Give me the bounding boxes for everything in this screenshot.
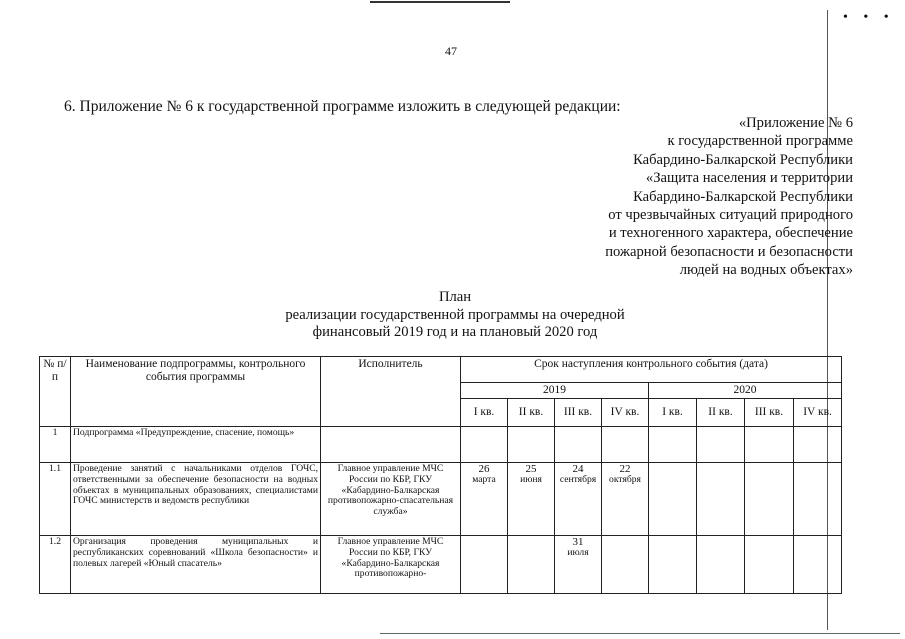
event-month: октября (609, 473, 641, 485)
row-quarter-cell (602, 536, 649, 594)
row-quarter-cell (794, 536, 842, 594)
table-row (40, 536, 842, 594)
row-quarter-cell (602, 427, 649, 463)
row-quarter-cell (555, 536, 602, 594)
header-quarter: IV кв. (602, 399, 649, 427)
row-quarter-cell (555, 463, 602, 536)
row-quarter-cell (461, 427, 508, 463)
row-quarter-cell (649, 463, 697, 536)
event-day: 31 (572, 536, 584, 548)
row-quarter-cell (649, 536, 697, 594)
row-quarter-cell (794, 463, 842, 536)
scan-edge-top (370, 0, 510, 3)
appendix-line: людей на водных объектах» (679, 262, 853, 279)
event-month: июля (567, 546, 589, 558)
row-quarter-cell (745, 427, 794, 463)
row-name: Организация проведения муниципальных и республиканских соревнований «Школа безопасности» и полевых лагерей «Юный спасатель» (71, 536, 321, 594)
appendix-line: «Защита населения и территории (645, 170, 853, 187)
row-executor: Главное управление МЧС России по КБР, ГКУ «Кабардино-Балкарская противопожарно- (321, 536, 461, 594)
row-executor: Главное управление МЧС России по КБР, ГКУ «Кабардино-Балкарская противопожарно-спасательная служба» (321, 463, 461, 536)
appendix-line: от чрезвычайных ситуаций природного (608, 207, 853, 224)
header-quarter: IV кв. (794, 399, 842, 427)
appendix-line: Кабардино-Балкарской Республики (633, 151, 853, 168)
scan-edge-bottom (380, 633, 900, 636)
event-month: сентября (559, 473, 597, 485)
row-num: 1.2 (40, 536, 71, 594)
header-quarter: III кв. (745, 399, 794, 427)
appendix-line: и техногенного характера, обеспечение (608, 225, 853, 242)
row-quarter-cell (745, 463, 794, 536)
row-quarter-cell (697, 536, 745, 594)
appendix-header (605, 114, 853, 280)
row-quarter-cell (461, 536, 508, 594)
event-day: 22 (619, 463, 631, 475)
row-name: Подпрограмма «Предупреждение, спасение, помощь» (71, 427, 321, 463)
event-month: марта (472, 473, 496, 485)
appendix-line: «Приложение № 6 (738, 115, 853, 131)
row-name: Проведение занятий с начальниками отделов ГОЧС, ответственными за обеспечение безопасности на водных объектах в муниципальных образованиях, специалистами ГОЧС министерств и ведомств республики (71, 463, 321, 536)
event-day: 24 (572, 463, 584, 475)
row-quarter-cell (745, 536, 794, 594)
header-deadline: Срок наступления контрольного события (дата) (461, 357, 842, 383)
row-quarter-cell (508, 427, 555, 463)
row-quarter-cell (555, 427, 602, 463)
header-year-2019: 2019 (461, 383, 649, 399)
row-num: 1 (40, 427, 71, 463)
header-quarter: II кв. (697, 399, 745, 427)
header-num: № п/п (40, 357, 71, 427)
event-day: 26 (478, 463, 490, 475)
event-day: 25 (525, 463, 537, 475)
appendix-line: к государственной программе (667, 133, 853, 150)
appendix-line: Кабардино-Балкарской Республики (633, 188, 853, 205)
header-quarter: II кв. (508, 399, 555, 427)
header-name: Наименование подпрограммы, контрольного события программы (71, 357, 321, 427)
plan-title (270, 289, 640, 342)
table-row (40, 427, 842, 463)
header-year-2020: 2020 (649, 383, 842, 399)
header-quarter: I кв. (461, 399, 508, 427)
appendix-line: пожарной безопасности и безопасности (605, 243, 853, 260)
header-quarter: III кв. (555, 399, 602, 427)
row-quarter-cell (508, 463, 555, 536)
row-quarter-cell (602, 463, 649, 536)
event-month: июня (520, 473, 542, 485)
row-num: 1.1 (40, 463, 71, 536)
plan-title-line: План (438, 289, 472, 305)
row-quarter-cell (508, 536, 555, 594)
row-quarter-cell (794, 427, 842, 463)
row-quarter-cell (461, 463, 508, 536)
scan-marks: • • • (843, 10, 895, 25)
plan-table (39, 356, 842, 594)
header-quarter: I кв. (649, 399, 697, 427)
plan-title-line: финансовый 2019 год и на плановый 2020 год (312, 324, 598, 340)
row-quarter-cell (697, 463, 745, 536)
header-executor: Исполнитель (321, 357, 461, 427)
page-number: 47 (445, 44, 457, 58)
table-row (40, 463, 842, 536)
plan-title-line: реализации государственной программы на очередной (285, 306, 625, 323)
row-quarter-cell (697, 427, 745, 463)
row-quarter-cell (649, 427, 697, 463)
row-executor (321, 427, 461, 463)
instruction-text: 6. Приложение № 6 к государственной программе изложить в следующей редакции: (64, 98, 621, 115)
